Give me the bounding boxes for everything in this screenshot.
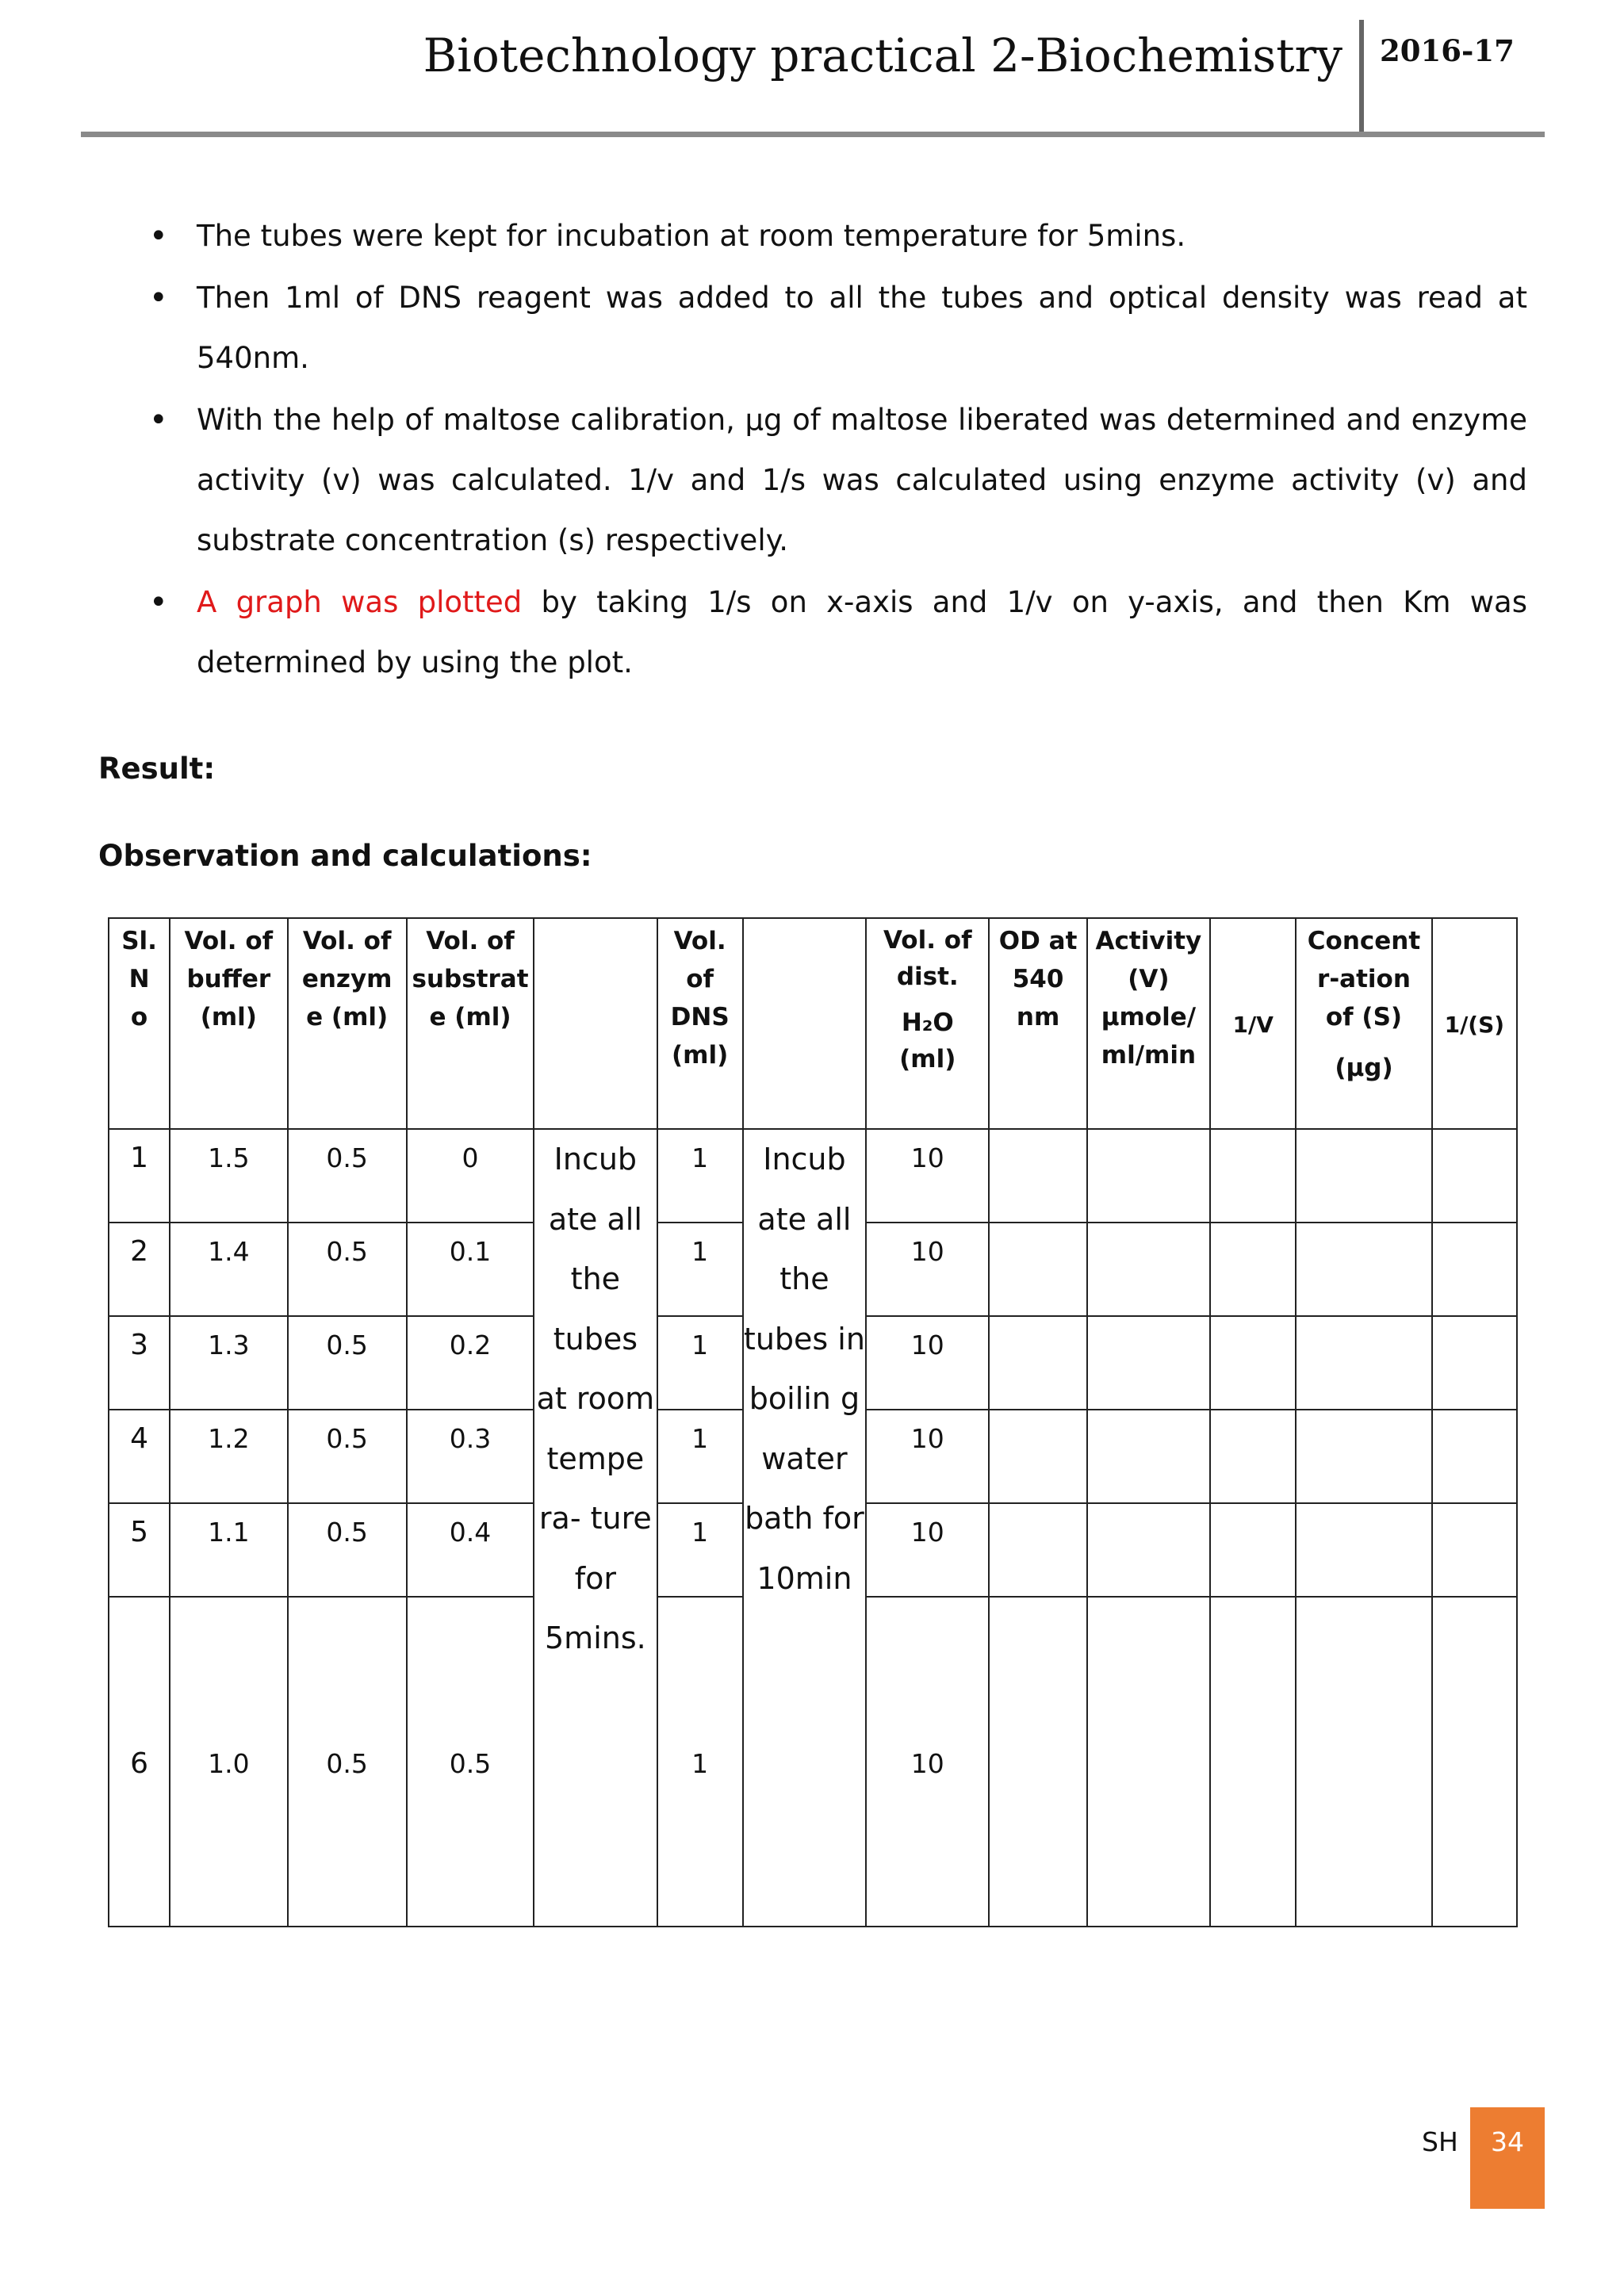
table-cell: 1 bbox=[657, 1316, 743, 1410]
empty-cell bbox=[1432, 1223, 1517, 1316]
column-header-line: 540 bbox=[1012, 965, 1064, 993]
empty-cell bbox=[1432, 1503, 1517, 1597]
header-year: 2016-17 bbox=[1380, 33, 1515, 68]
empty-cell bbox=[1210, 1597, 1296, 1927]
column-header bbox=[288, 918, 407, 1129]
footer-initials: SH bbox=[1422, 2126, 1458, 2157]
table-cell: 1 bbox=[657, 1223, 743, 1316]
page-number bbox=[1470, 2107, 1545, 2209]
empty-cell bbox=[989, 1223, 1086, 1316]
column-header-line: Vol. of bbox=[426, 927, 515, 955]
column-header-line: Vol. of bbox=[302, 927, 392, 955]
table-cell: 0.4 bbox=[407, 1503, 534, 1597]
table-cell: 10 bbox=[866, 1410, 989, 1503]
empty-cell bbox=[1296, 1410, 1431, 1503]
empty-cell bbox=[1087, 1129, 1210, 1223]
empty-cell bbox=[1296, 1597, 1431, 1927]
table-row bbox=[109, 1129, 1517, 1223]
empty-cell bbox=[1210, 1503, 1296, 1597]
table-cell: 10 bbox=[866, 1503, 989, 1597]
table-cell: 0.5 bbox=[288, 1503, 407, 1597]
column-header-line: of bbox=[686, 965, 714, 993]
column-header-line: enzym bbox=[301, 965, 393, 993]
list-item-text: Then 1ml of DNS reagent was added to all the tubes and optical density was read at 540nm. bbox=[197, 281, 1527, 375]
empty-cell bbox=[1087, 1316, 1210, 1410]
column-header-line: dist. bbox=[896, 962, 959, 991]
column-header-line: Activity bbox=[1095, 927, 1202, 955]
empty-cell bbox=[989, 1503, 1086, 1597]
table-cell: 2 bbox=[109, 1223, 170, 1316]
incubation-room-cell: Incub ate all the tubes at room tempe ra- ture for 5mins. bbox=[534, 1129, 657, 1927]
column-header-line: OD at bbox=[998, 927, 1078, 955]
table-cell: 1 bbox=[657, 1503, 743, 1597]
column-header-line: ml/min bbox=[1101, 1041, 1197, 1070]
header-divider bbox=[1359, 20, 1364, 136]
column-header-line: N bbox=[128, 965, 150, 993]
column-header-line: DNS bbox=[670, 1003, 730, 1031]
observation-table bbox=[108, 917, 1518, 1927]
table-cell: 1.3 bbox=[170, 1316, 287, 1410]
column-header-line: 1/V bbox=[1232, 1012, 1274, 1038]
table-cell: 0.2 bbox=[407, 1316, 534, 1410]
table-cell: 0.5 bbox=[288, 1410, 407, 1503]
procedure-list bbox=[197, 206, 1527, 695]
column-header-line: Vol. of bbox=[883, 926, 972, 955]
table-cell: 10 bbox=[866, 1597, 989, 1927]
list-item bbox=[197, 206, 1527, 266]
empty-cell bbox=[989, 1316, 1086, 1410]
table-cell: 0.5 bbox=[288, 1316, 407, 1410]
empty-cell bbox=[1432, 1129, 1517, 1223]
column-header-line: H₂O bbox=[901, 1008, 954, 1037]
empty-cell bbox=[989, 1597, 1086, 1927]
list-item-text: The tubes were kept for incubation at room temperature for 5mins. bbox=[197, 219, 1186, 253]
table-cell: 3 bbox=[109, 1316, 170, 1410]
column-header-line: nm bbox=[1016, 1003, 1060, 1031]
table-cell: 1 bbox=[657, 1410, 743, 1503]
column-header bbox=[109, 918, 170, 1129]
empty-cell bbox=[1432, 1316, 1517, 1410]
column-header-line: Vol. of bbox=[184, 927, 274, 955]
result-label: Result: bbox=[98, 752, 216, 786]
header-rule bbox=[81, 132, 1545, 137]
table-cell: 1 bbox=[109, 1129, 170, 1223]
column-header bbox=[989, 918, 1086, 1129]
empty-cell bbox=[1087, 1503, 1210, 1597]
empty-cell bbox=[1087, 1223, 1210, 1316]
column-header-line: e (ml) bbox=[306, 1003, 389, 1031]
table-cell: 0.1 bbox=[407, 1223, 534, 1316]
empty-cell bbox=[1210, 1410, 1296, 1503]
observation-label: Observation and calculations: bbox=[98, 839, 592, 873]
table-cell: 0.3 bbox=[407, 1410, 534, 1503]
column-header bbox=[1210, 918, 1296, 1129]
column-header-line: (ml) bbox=[672, 1041, 729, 1070]
table-cell: 1.1 bbox=[170, 1503, 287, 1597]
list-item-text: by taking 1/s on x-axis and 1/v on y-axis, and then Km was determined by using the plot. bbox=[197, 585, 1527, 679]
column-header-line: buffer bbox=[186, 965, 271, 993]
table-cell: 1.4 bbox=[170, 1223, 287, 1316]
column-header-line: Vol. bbox=[673, 927, 726, 955]
column-header-line: Sl. bbox=[121, 927, 157, 955]
column-header bbox=[866, 918, 989, 1129]
empty-cell bbox=[1432, 1410, 1517, 1503]
empty-cell bbox=[1296, 1223, 1431, 1316]
highlighted-text: A graph was plotted bbox=[197, 585, 523, 619]
page-number-text: 34 bbox=[1491, 2126, 1524, 2157]
table-cell: 6 bbox=[109, 1597, 170, 1927]
empty-cell bbox=[1087, 1410, 1210, 1503]
column-header-line: o bbox=[130, 1003, 148, 1031]
table-cell: 1 bbox=[657, 1597, 743, 1927]
empty-cell bbox=[1296, 1129, 1431, 1223]
table-cell: 0.5 bbox=[288, 1223, 407, 1316]
column-header bbox=[1087, 918, 1210, 1129]
empty-cell bbox=[1210, 1316, 1296, 1410]
column-header bbox=[407, 918, 534, 1129]
table-cell: 0.5 bbox=[288, 1129, 407, 1223]
column-header bbox=[1432, 918, 1517, 1129]
column-header-line: 1/(S) bbox=[1444, 1012, 1505, 1038]
table-cell: 4 bbox=[109, 1410, 170, 1503]
table-body bbox=[109, 1129, 1517, 1927]
empty-cell bbox=[1296, 1503, 1431, 1597]
table-header-row bbox=[109, 918, 1517, 1129]
column-header-line: (µg) bbox=[1335, 1054, 1393, 1082]
column-header-line: (V) bbox=[1128, 965, 1170, 993]
column-header-line: substrat bbox=[412, 965, 529, 993]
column-header bbox=[1296, 918, 1431, 1129]
empty-cell bbox=[1432, 1597, 1517, 1927]
table-cell: 1.0 bbox=[170, 1597, 287, 1927]
table-cell: 1.2 bbox=[170, 1410, 287, 1503]
empty-cell bbox=[989, 1129, 1086, 1223]
column-header-line: (ml) bbox=[200, 1003, 257, 1031]
list-item bbox=[197, 268, 1527, 388]
list-item-text: With the help of maltose calibration, µg of maltose liberated was determined and enzyme activity (v) was calculated. 1/v and 1/s was calculated using enzyme activity (v) and substrate concentration (s) respectively. bbox=[197, 403, 1527, 557]
column-header-line: r-ation bbox=[1317, 965, 1411, 993]
column-header-line: (ml) bbox=[899, 1045, 956, 1073]
column-header-line: µmole/ bbox=[1101, 1003, 1197, 1031]
table-cell: 0 bbox=[407, 1129, 534, 1223]
empty-cell bbox=[1087, 1597, 1210, 1927]
header-title: Biotechnology practical 2-Biochemistry bbox=[423, 29, 1342, 82]
column-header-line: e (ml) bbox=[429, 1003, 511, 1031]
column-header bbox=[743, 918, 866, 1129]
table-cell: 1.5 bbox=[170, 1129, 287, 1223]
column-header-line: of (S) bbox=[1325, 1003, 1403, 1031]
table-cell: 10 bbox=[866, 1316, 989, 1410]
table-cell: 0.5 bbox=[407, 1597, 534, 1927]
column-header bbox=[657, 918, 743, 1129]
list-item bbox=[197, 390, 1527, 571]
column-header bbox=[170, 918, 287, 1129]
incubation-boiling-cell: Incub ate all the tubes in boilin g water bath for 10min bbox=[743, 1129, 866, 1927]
empty-cell bbox=[1296, 1316, 1431, 1410]
column-header-line: Concent bbox=[1307, 927, 1421, 955]
table-cell: 0.5 bbox=[288, 1597, 407, 1927]
empty-cell bbox=[1210, 1129, 1296, 1223]
table-cell: 5 bbox=[109, 1503, 170, 1597]
list-item bbox=[197, 572, 1527, 693]
table-cell: 1 bbox=[657, 1129, 743, 1223]
empty-cell bbox=[989, 1410, 1086, 1503]
column-header bbox=[534, 918, 657, 1129]
table-cell: 10 bbox=[866, 1223, 989, 1316]
empty-cell bbox=[1210, 1223, 1296, 1316]
table-cell: 10 bbox=[866, 1129, 989, 1223]
